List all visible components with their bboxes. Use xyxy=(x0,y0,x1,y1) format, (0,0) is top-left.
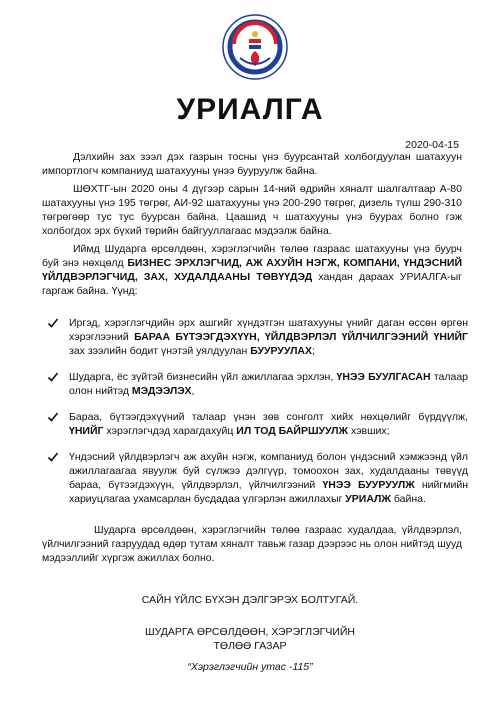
checkmark-icon xyxy=(47,317,59,329)
list-item xyxy=(42,316,468,358)
organization-name-line1: ШУДАРГА ӨРСӨЛДӨӨН, ХЭРЭГЛЭГЧИЙН xyxy=(144,626,356,638)
item-text: Үндэсний үйлдвэрлэгч аж ахуйн нэгж, компаниуд болон үндэсний хэмжээнд үйл ажиллагаагаа явуулж буй сүлжээ дэлгүүр, томоохон зах, худалдааны төвүүд бараа, бүтээгдэхүүн, үйлдвэрлэл, үйлчилгээний xyxy=(69,451,468,491)
paragraph-appeal-target xyxy=(42,242,462,298)
item-bold: УРИАЛЖ xyxy=(345,493,391,505)
item-text: зах зээлийн бодит үнэтэй уялдуулан xyxy=(69,345,251,357)
list-item xyxy=(42,410,468,438)
hotline-text: “Хэрэглэгчийн утас -115” xyxy=(187,661,313,673)
paragraph-intro: Дэлхийн зах зээл дэх газрын тосны үнэ буурсантай холбогдуулан шатахуун импортлогч компаниуд шатахууны үнээ бууруулж байна. xyxy=(42,151,462,177)
organization-signature xyxy=(0,625,500,653)
appeal-text-c: хандан дараах УРИАЛГА-ыг гаргаж байна. Үүнд: xyxy=(42,271,463,297)
item-bold: БУУРУУЛАХ xyxy=(250,345,313,357)
item-text: Бараа, бүтээгдэхүүний талаар үнэн зөв сонголт хийх нөхцөлийг бүрдүүлж, xyxy=(69,411,468,423)
organization-name-line2: ТӨЛӨӨ ГАЗАР xyxy=(213,640,287,652)
item-text: талаар олон нийтэд xyxy=(69,371,469,397)
item-text: Иргэд, хэрэглэгчдийн эрх ашгийг хүндэтгэн шатахууны үнийг даган өссөн өргөн хэрэглээний xyxy=(69,317,468,343)
item-bold: ҮНИЙГ xyxy=(69,425,104,437)
checkmark-icon xyxy=(47,411,59,423)
item-text: , xyxy=(191,385,195,397)
item-text: хэвших; xyxy=(348,425,390,437)
item-bold: ҮНЭЭ БУУЛГАСАН xyxy=(336,371,431,383)
appeal-list xyxy=(42,316,468,518)
document-title: УРИАЛГА xyxy=(176,93,324,126)
item-bold: МЭДЭЭЛЭХ xyxy=(131,385,192,397)
consumer-protection-emblem-icon xyxy=(222,14,288,80)
list-item xyxy=(42,450,468,506)
item-text: нийгмийн хариуцлагаа ухамсарлан бусдадаа үлгэрлэн ажиллахыг xyxy=(69,479,468,505)
list-item xyxy=(42,370,468,398)
checkmark-icon xyxy=(47,451,59,463)
appeal-text-a: Иймд Шударга өрсөлдөөн, хэрэглэгчийн төлөө газраас шатахууны үнэ буурч буй энэ нөхцөлд xyxy=(42,243,462,269)
closing-wish: САЙН ҮЙЛС БҮХЭН ДЭЛГЭРЭХ БОЛТУГАЙ. xyxy=(141,594,359,606)
item-bold: ИЛ ТОД БАЙРШУУЛЖ xyxy=(236,425,349,437)
item-text: Шударга, ёс зүйтэй бизнесийн үйл ажиллагаа эрхлэн, xyxy=(69,371,337,383)
item-text: хэрэглэгчдэд харагдахуйц xyxy=(103,425,237,437)
paragraph-monitoring: Шударга өрсөлдөөн, хэрэглэгчийн төлөө газраас худалдаа, үйлдвэрлэл, үйлчилгээний газруудад өдөр тутам хяналт тавьж газар дээрээс нь олон нийтэд шууд мэдээллийг хүргэж ажиллах болно. xyxy=(42,524,462,564)
item-bold: ҮНЭЭ БУУРУУЛЖ xyxy=(322,479,415,491)
item-text: ; xyxy=(312,345,315,357)
item-text: байна. xyxy=(390,493,426,505)
paragraph-price-check: ШӨХТГ-ын 2020 оны 4 дүгээр сарын 14-ний өдрийн хяналт шалгалтаар А-80 шатахууны үнэ 195 төгрөг, АИ-92 шатахууны үнэ 200-290 төгрөг, дизель түлш 290-310 төгрөгөөр тус тус буурсан байна. Цаашид ч шатахууны үнэ буурах болно гэж холбогдох эрх бүхий төрийн байгууллагаас мэдээлж байна. xyxy=(42,183,462,237)
appeal-target-bold: БИЗНЕС ЭРХЛЭГЧИД, АЖ АХУЙН НЭГЖ, КОМПАНИ, ҮНДЭСНИЙ ҮЙЛДВЭРЛЭГЧИД, ЗАХ, ХУДАЛДААНЫ ТӨВҮҮДЭД xyxy=(42,257,462,283)
document-date: 2020-04-15 xyxy=(405,139,459,151)
item-bold: БАРАА БҮТЭЭГДЭХҮҮН, ҮЙЛДВЭРЛЭЛ ҮЙЛЧИЛГЭЭНИЙ ҮНИЙГ xyxy=(134,331,468,343)
checkmark-icon xyxy=(47,371,59,383)
